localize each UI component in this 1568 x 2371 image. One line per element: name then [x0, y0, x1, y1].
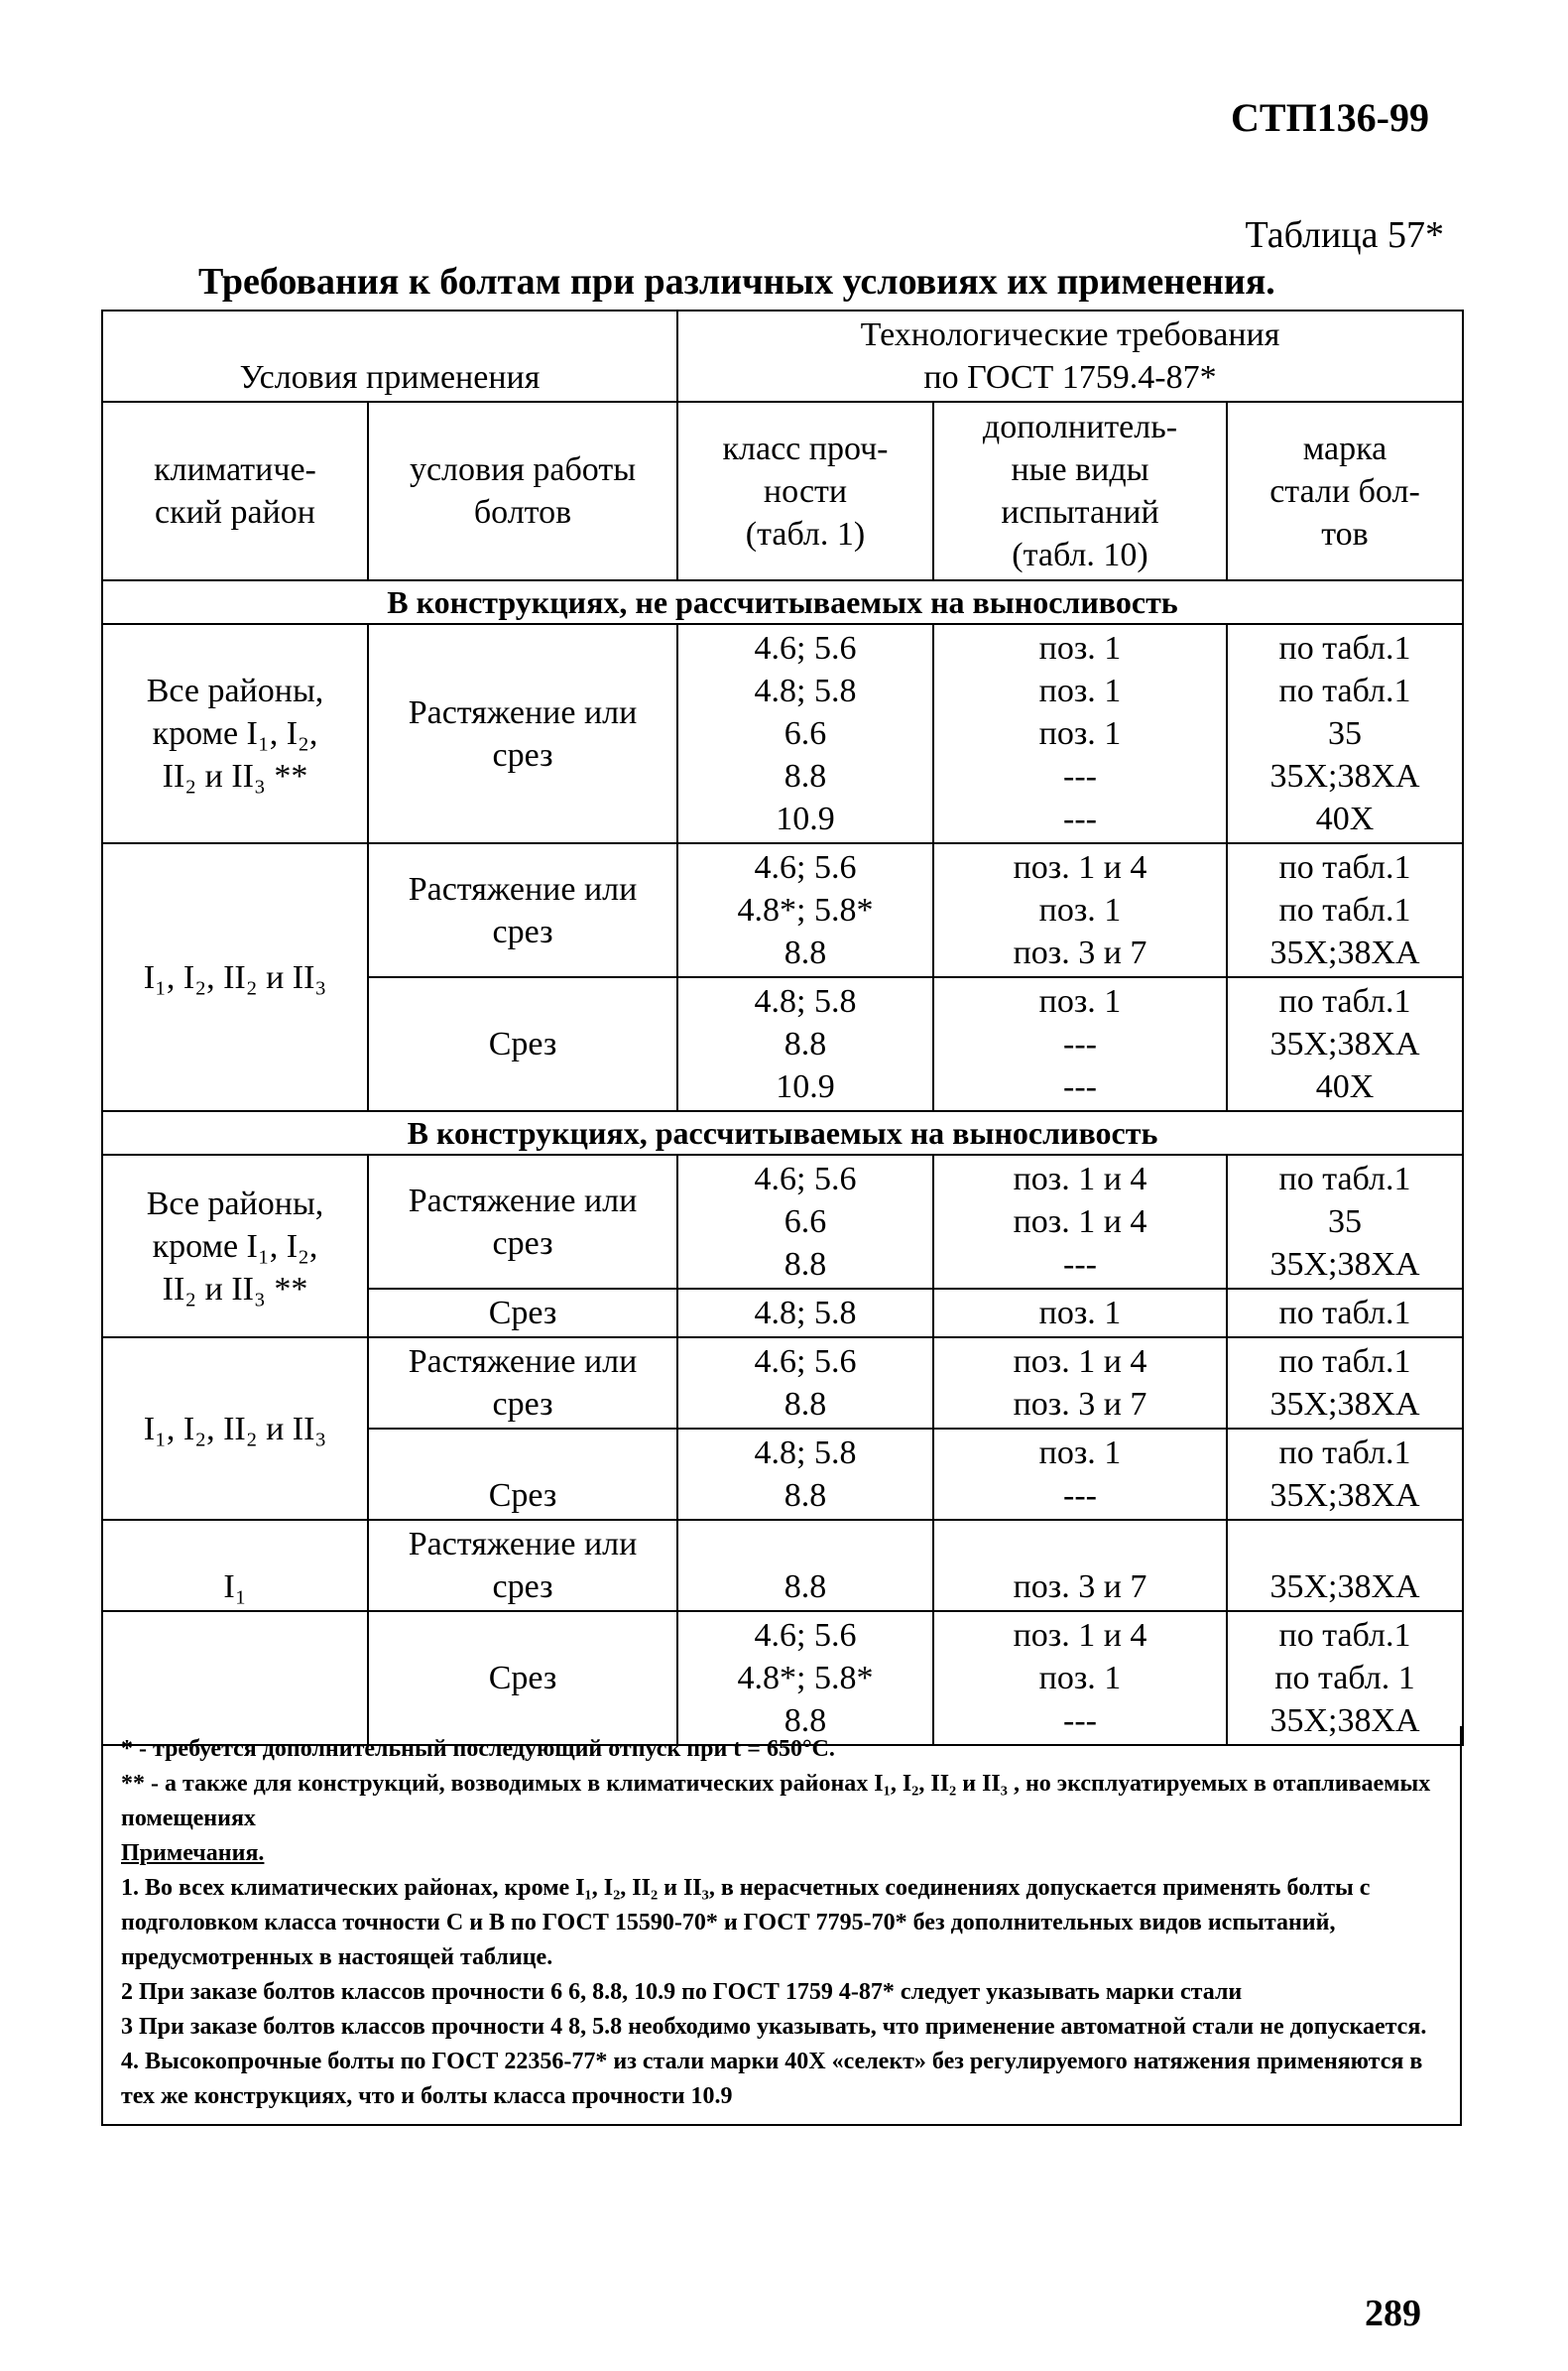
region-cell — [102, 1337, 368, 1520]
cell-line: по табл.1 — [1278, 849, 1411, 886]
notes-heading: Примечания. — [121, 1840, 265, 1866]
steel-cell — [1227, 624, 1463, 843]
cell-line: 4.8*; 5.8* — [737, 892, 874, 929]
work-cell — [368, 1520, 677, 1611]
cell-line: поз. 1 — [1038, 1435, 1122, 1471]
cell-line: срез — [492, 736, 553, 774]
steel-cell — [1227, 843, 1463, 977]
cell-line: по табл.1 — [1278, 673, 1411, 709]
work-conditions-header — [368, 402, 677, 580]
cell-line: Все районы, — [146, 1185, 324, 1222]
strength-cell — [677, 624, 933, 843]
strength-cell — [677, 1429, 933, 1520]
strength-cell — [677, 977, 933, 1111]
table-row — [102, 1155, 1463, 1289]
cell-line: Условия применения — [239, 359, 541, 396]
cell-line: срез — [492, 1568, 553, 1605]
cell-line: Срез — [488, 1295, 557, 1331]
tests-cell — [933, 1337, 1227, 1429]
cell-line: поз. 1 и 4 — [1013, 1343, 1147, 1380]
cell-line: Срез — [488, 1660, 557, 1696]
work-cell — [368, 624, 677, 843]
cell-line: ные виды — [1011, 451, 1149, 488]
cell-line: поз. 3 и 7 — [1013, 935, 1147, 971]
technical-requirements-header — [677, 311, 1463, 402]
strength-class-header — [677, 402, 933, 580]
steel-cell — [1227, 1520, 1463, 1611]
cell-line: марка — [1302, 430, 1387, 467]
tests-cell — [933, 1289, 1227, 1337]
cell-line: по табл. 1 — [1274, 1660, 1415, 1696]
document-code: СТП136-99 — [1231, 95, 1429, 140]
cell-line: поз. 1 — [1038, 892, 1122, 929]
strength-cell — [677, 1520, 933, 1611]
cell-line: --- — [1063, 1477, 1097, 1514]
cell-line: болтов — [473, 494, 572, 531]
cell-line: климатиче- — [154, 451, 316, 488]
cell-line: 35Х;38ХА — [1269, 1568, 1420, 1605]
cell-line: срез — [492, 1224, 553, 1262]
cell-line: Растяжение или — [408, 870, 638, 908]
cell-line: II₂ и II₃ ** — [162, 758, 308, 795]
tests-cell — [933, 977, 1227, 1111]
cell-line: 8.8 — [784, 1026, 827, 1062]
cell-line: 8.8 — [784, 1568, 827, 1605]
table-row — [102, 1520, 1463, 1611]
footnote-single-star: * - требуется дополнительный последующий отпуск при t = 650°С. — [121, 1736, 835, 1762]
region-cell — [102, 1155, 368, 1337]
cell-line: поз. 1 — [1038, 715, 1122, 752]
table-title: Требования к болтам при различных условиях их применения. — [198, 261, 1275, 303]
steel-cell — [1227, 1155, 1463, 1289]
cell-line: по табл.1 — [1278, 630, 1411, 667]
cell-line: 6.6 — [784, 1203, 827, 1240]
work-cell — [368, 843, 677, 977]
steel-cell — [1227, 1429, 1463, 1520]
work-cell — [368, 977, 677, 1111]
header-row-2 — [102, 402, 1463, 580]
cell-line: по табл.1 — [1278, 1343, 1411, 1380]
cell-line: ский район — [155, 494, 315, 531]
table-number: Таблица 57* — [1245, 214, 1444, 256]
cell-line: поз. 1 и 4 — [1013, 849, 1147, 886]
section-non-fatigue: В конструкциях, не рассчитываемых на выносливость — [102, 580, 1463, 624]
cell-line: поз. 1 — [1038, 1295, 1122, 1331]
cell-line: ности — [763, 472, 848, 510]
steel-cell — [1227, 1611, 1463, 1745]
cell-line: Срез — [488, 1026, 557, 1062]
strength-cell — [677, 1289, 933, 1337]
tests-cell — [933, 1520, 1227, 1611]
cell-line: поз. 3 и 7 — [1013, 1386, 1147, 1423]
cell-line: 35Х;38ХА — [1269, 1477, 1420, 1514]
climate-region-header — [102, 402, 368, 580]
work-cell — [368, 1289, 677, 1337]
cell-line: Все районы, — [146, 673, 324, 709]
cell-line: 35Х;38ХА — [1269, 935, 1420, 971]
region-cell — [102, 624, 368, 843]
strength-cell — [677, 1611, 933, 1745]
cell-line: 4.8; 5.8 — [754, 983, 857, 1020]
cell-line: 4.6; 5.6 — [754, 1161, 857, 1197]
cell-line: Растяжение или — [408, 1343, 638, 1380]
work-cell — [368, 1429, 677, 1520]
cell-line: поз. 3 и 7 — [1013, 1568, 1147, 1605]
cell-line: кроме I₁, I₂, — [152, 715, 318, 752]
cell-line: по табл.1 — [1278, 892, 1411, 929]
steel-cell — [1227, 1289, 1463, 1337]
cell-line: поз. 1 — [1038, 630, 1122, 667]
cell-line: 35Х;38ХА — [1269, 1246, 1420, 1283]
section-row — [102, 580, 1463, 624]
cell-line: 4.6; 5.6 — [754, 1617, 857, 1654]
conditions-header — [102, 311, 677, 402]
cell-line: --- — [1063, 758, 1097, 795]
cell-line: --- — [1063, 1246, 1097, 1283]
cell-line: 35Х;38ХА — [1269, 1026, 1420, 1062]
cell-line: 8.8 — [784, 1246, 827, 1283]
cell-line: 35Х;38ХА — [1269, 758, 1420, 795]
cell-line: 35Х;38ХА — [1269, 1702, 1420, 1739]
work-cell — [368, 1337, 677, 1429]
cell-line: Растяжение или — [408, 693, 638, 731]
cell-line: 35Х;38ХА — [1269, 1386, 1420, 1423]
table-notes — [101, 1726, 1462, 2126]
region-cell — [102, 843, 368, 1111]
cell-line: срез — [492, 1386, 553, 1423]
cell-line: 6.6 — [784, 715, 827, 752]
cell-line: 4.8; 5.8 — [754, 1435, 857, 1471]
work-cell — [368, 1611, 677, 1745]
cell-line: 4.6; 5.6 — [754, 630, 857, 667]
section-row — [102, 1111, 1463, 1155]
steel-cell — [1227, 1337, 1463, 1429]
cell-line: (табл. 1) — [745, 515, 866, 553]
cell-line: 40Х — [1315, 801, 1375, 837]
cell-line: дополнитель- — [982, 409, 1178, 445]
cell-line: поз. 1 и 4 — [1013, 1617, 1147, 1654]
note-item: 2 При заказе болтов классов прочности 6 6, 8.8, 10.9 по ГОСТ 1759 4-87* следует указывать марки стали — [121, 1979, 1243, 2005]
table-row — [102, 843, 1463, 977]
cell-line: 4.6; 5.6 — [754, 849, 857, 886]
table-row — [102, 1337, 1463, 1429]
cell-line: поз. 1 — [1038, 673, 1122, 709]
cell-line: 4.6; 5.6 — [754, 1343, 857, 1380]
strength-cell — [677, 1155, 933, 1289]
cell-line: --- — [1063, 1702, 1097, 1739]
technical-requirements-line2: по ГОСТ 1759.4-87* — [923, 359, 1217, 396]
cell-line: по табл.1 — [1278, 1435, 1411, 1471]
cell-line: 4.8; 5.8 — [754, 1295, 857, 1331]
cell-line: тов — [1321, 515, 1369, 553]
work-cell — [368, 1155, 677, 1289]
cell-line: кроме I₁, I₂, — [152, 1227, 318, 1265]
technical-requirements-line1: Технологические требования — [860, 316, 1280, 353]
cell-line: по табл.1 — [1278, 983, 1411, 1020]
cell-line: I₁, I₂, II₂ и II₃ — [143, 958, 327, 996]
tests-cell — [933, 1429, 1227, 1520]
cell-line: 8.8 — [784, 758, 827, 795]
cell-line: по табл.1 — [1278, 1617, 1411, 1654]
cell-line: I₁ — [223, 1568, 247, 1605]
cell-line: срез — [492, 913, 553, 950]
cell-line: Срез — [488, 1477, 557, 1514]
cell-line: 10.9 — [776, 801, 835, 837]
region-cell-empty — [102, 1611, 368, 1745]
cell-line: Растяжение или — [408, 1182, 638, 1219]
table-row — [102, 1611, 1463, 1745]
steel-grade-header — [1227, 402, 1463, 580]
cell-line: 40Х — [1315, 1068, 1375, 1105]
tests-cell — [933, 624, 1227, 843]
tests-cell — [933, 1155, 1227, 1289]
cell-line: 8.8 — [784, 1477, 827, 1514]
cell-line: --- — [1063, 801, 1097, 837]
cell-line: поз. 1 и 4 — [1013, 1203, 1147, 1240]
cell-line: 8.8 — [784, 1702, 827, 1739]
cell-line: --- — [1063, 1026, 1097, 1062]
cell-line: 4.8*; 5.8* — [737, 1660, 874, 1696]
cell-line: 4.8; 5.8 — [754, 673, 857, 709]
region-cell — [102, 1520, 368, 1611]
strength-cell — [677, 843, 933, 977]
bolt-requirements-table — [101, 310, 1464, 1746]
cell-line: 8.8 — [784, 1386, 827, 1423]
cell-line: (табл. 10) — [1012, 537, 1148, 573]
cell-line: Растяжение или — [408, 1526, 638, 1562]
additional-tests-header — [933, 402, 1227, 580]
note-item: 4. Высокопрочные болты по ГОСТ 22356-77* из стали марки 40Х «селект» без регулируемого натяжения применяются в тех же конструкциях, что и болты класса прочности 10.9 — [121, 2049, 1423, 2109]
cell-line: I₁, I₂, II₂ и II₃ — [143, 1410, 327, 1447]
cell-line: условия работы — [409, 451, 637, 488]
cell-line: класс проч- — [722, 430, 889, 467]
cell-line: по табл.1 — [1278, 1295, 1411, 1331]
table-row — [102, 624, 1463, 843]
cell-line: 35 — [1328, 1203, 1362, 1240]
cell-line: --- — [1063, 1068, 1097, 1105]
tests-cell — [933, 1611, 1227, 1745]
cell-line: поз. 1 — [1038, 1660, 1122, 1696]
strength-cell — [677, 1337, 933, 1429]
cell-line: поз. 1 — [1038, 983, 1122, 1020]
cell-line: 10.9 — [776, 1068, 835, 1105]
header-row-1 — [102, 311, 1463, 402]
cell-line: II₂ и II₃ ** — [162, 1270, 308, 1308]
cell-line: поз. 1 и 4 — [1013, 1161, 1147, 1197]
cell-line: стали бол- — [1269, 472, 1420, 510]
steel-cell — [1227, 977, 1463, 1111]
cell-line: 35 — [1328, 715, 1362, 752]
footnote-double-star: ** - а также для конструкций, возводимых в климатических районах I₁, I₂, II₂ и II₃ , но эксплуатируемых в отапливаемых помещениях — [121, 1771, 1431, 1831]
note-item: 3 При заказе болтов классов прочности 4 8, 5.8 необходимо указывать, что применение автоматной стали не допускается. — [121, 2014, 1427, 2040]
cell-line: 8.8 — [784, 935, 827, 971]
tests-cell — [933, 843, 1227, 977]
page-number: 289 — [1365, 2293, 1421, 2334]
cell-line: по табл.1 — [1278, 1161, 1411, 1197]
note-item: 1. Во всех климатических районах, кроме I₁, I₂, II₂ и II₃, в нерасчетных соединениях допускается применять болты с подголовком класса точности С и В по ГОСТ 15590-70* и ГОСТ 7795-70* без дополнительных видов испытаний, предусмотренных в настоящей таблице. — [121, 1875, 1371, 1970]
section-fatigue: В конструкциях, рассчитываемых на выносливость — [102, 1111, 1463, 1155]
cell-line: испытаний — [1001, 494, 1159, 531]
